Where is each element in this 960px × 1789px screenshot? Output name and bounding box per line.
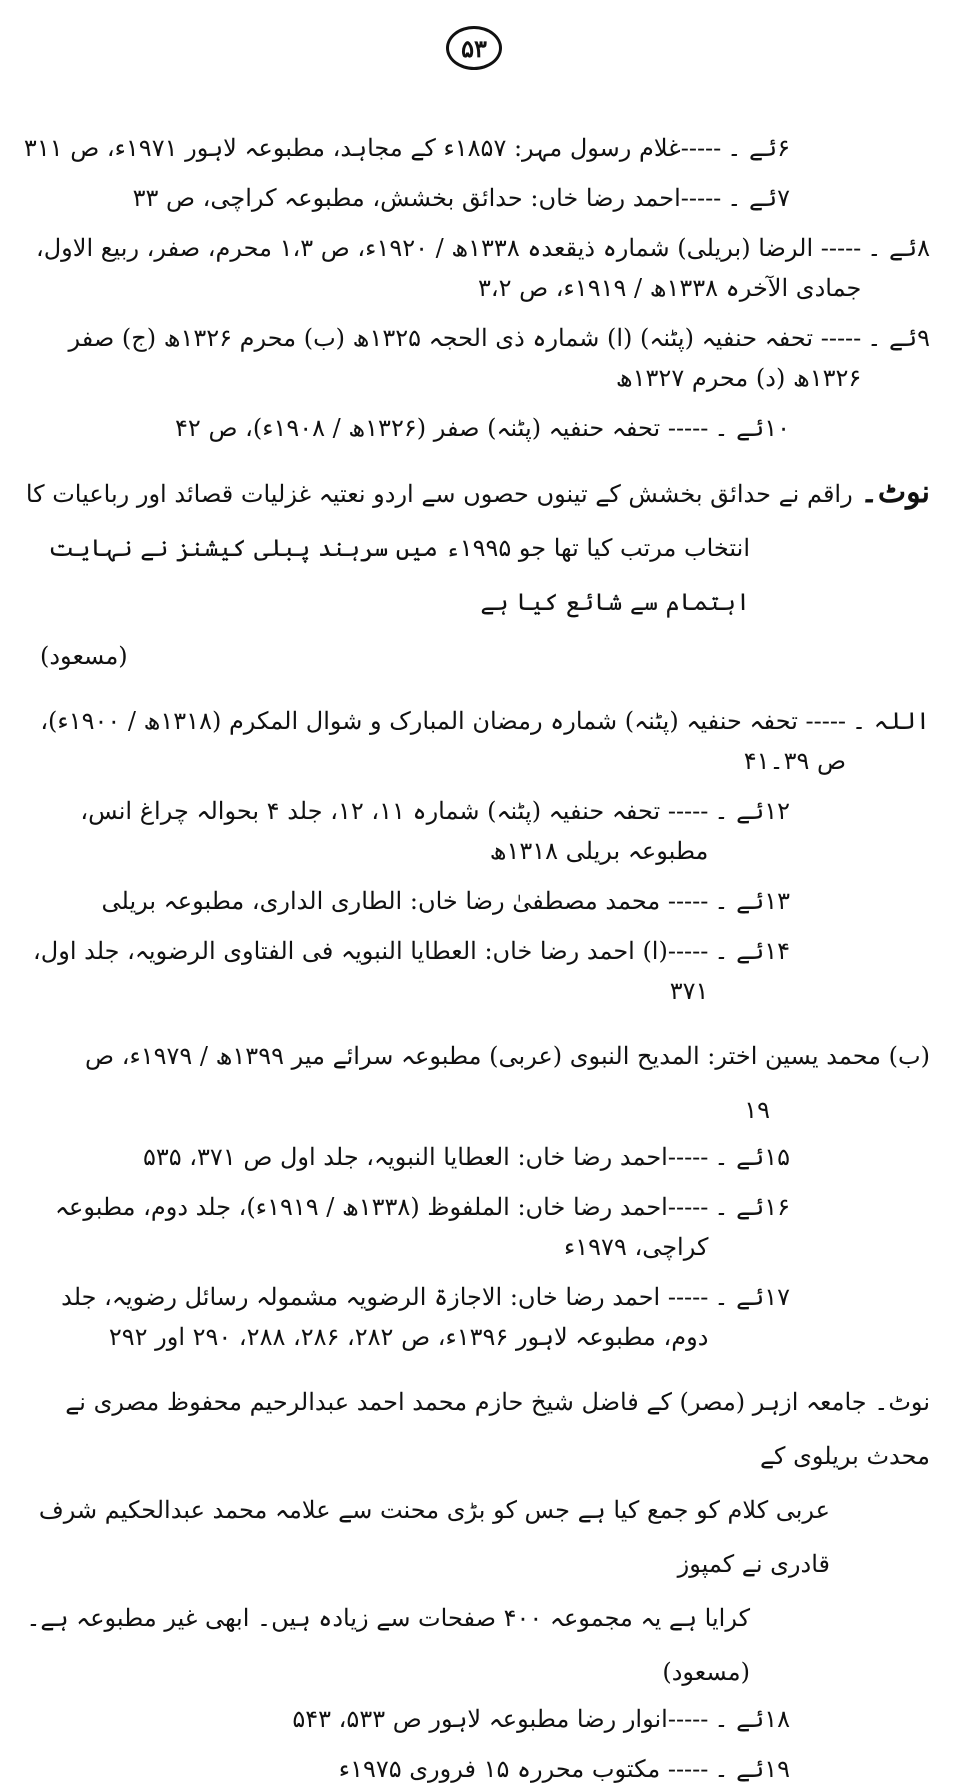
footnote-text: ----- تحفہ حنفیہ (پٹنہ) شمارہ ۱۱، ۱۲، جلد ۴ بحوالہ چراغ انس، مطبوعہ بریلی ۱۳۱۸ھ [80,797,709,865]
footnote-number: ۱۲ئے ۔ [714,797,790,825]
footnotes-block-b [20,701,930,1011]
footnote-text: ----- احمد رضا خاں: الاجازۃ الرضویہ مشمولہ رسائل رضویہ، جلد دوم، مطبوعہ لاہور ۱۳۹۶ء، ص ۲۸۲، ۲۸۶، ۲۸۸، ۲۹۰ اور ۲۹۲ [61,1283,709,1351]
note-1-line-2: انتخاب مرتب کیا تھا جو ۱۹۹۵ء میں سرہند پبلی کیشنز نے نہایت اہتمام سے شائع کیا ہے [48,534,750,616]
note-2-line-1: نوٹ۔ جامعہ ازہر (مصر) کے فاضل شیخ حازم محمد احمد عبدالرحیم محفوظ مصری نے محدث بریلوی کے [65,1388,930,1470]
footnote-text: ----- تحفہ حنفیہ (پٹنہ) (ا) شمارہ ذی الحجہ ۱۳۲۵ھ (ب) محرم ۱۳۲۶ھ (ج) صفر ۱۳۲۶ھ (د) محرم ۱۳۲۷ھ [68,324,862,392]
footnote-16 [20,1187,930,1267]
sub-entry-line-1: (ب) محمد یسین اختر: المدیح النبوی (عربی) مطبوعہ سرائے میر ۱۳۹۹ھ / ۱۹۷۹ء، ص [85,1042,930,1070]
sub-entry-line-2: ۱۹ [744,1096,770,1124]
note-2 [20,1375,930,1699]
footnote-number: ۱۴ئے ۔ [714,937,790,965]
footnote-number: ۱۶ئے ۔ [714,1193,790,1221]
footnote-text: ----- مکتوب محررہ ۱۵ فروری ۱۹۷۵ء [338,1755,709,1783]
footnote-number: ۱۰ئے ۔ [714,414,790,442]
footnote-text: ----- تحفہ حنفیہ (پٹنہ) شمارہ رمضان المبارک و شوال المکرم (۱۳۱۸ھ / ۱۹۰۰ء)، ص ۳۹۔۴۱ [40,707,847,775]
note-1-line-1 [20,466,930,521]
note-2-line-3: کرایا ہے یہ مجموعہ ۴۰۰ صفحات سے زیادہ ہیں۔ ابھی غیر مطبوعہ ہے۔ (مسعود) [26,1604,750,1686]
footnote-13 [20,881,930,921]
footnote-18 [20,1699,930,1739]
footnote-text: -----احمد رضا خاں: حدائق بخشش، مطبوعہ کراچی، ص ۳۳ [132,184,722,212]
footnote-17 [20,1277,930,1357]
footnote-text: -----احمد رضا خاں: العطایا النبویہ، جلد اول ص ۳۷۱، ۵۳۵ [142,1143,709,1171]
footnote-text: -----احمد رضا خاں: الملفوظ (۱۳۳۸ھ / ۱۹۱۹ء)، جلد دوم، مطبوعہ کراچی، ۱۹۷۹ء [54,1193,709,1261]
footnote-10 [20,408,930,448]
footnote-number: ۱۵ئے ۔ [714,1143,790,1171]
footnotes-block-c [20,1137,930,1357]
sub-entry-b [20,1029,930,1137]
footnote-number: اللہ ۔ [852,707,930,735]
footnote-number: ۱۳ئے ۔ [714,887,790,915]
footnote-7 [20,178,930,218]
footnote-number: ۷ئے ۔ [727,184,790,212]
footnote-text: ----- تحفہ حنفیہ (پٹنہ) صفر (۱۳۲۶ھ / ۱۹۰۸ء)، ص ۴۲ [175,414,709,442]
note-text: راقم نے حدائق بخشش کے تینوں حصوں سے اردو نعتیہ غزلیات قصائد اور رباعیات کا [25,480,853,508]
note-1 [20,466,930,683]
page-body [20,128,930,1783]
footnote-number: ۱۸ئے ۔ [714,1705,790,1733]
page-number-badge: ۵۳ [446,26,502,70]
footnote-text: ----- محمد مصطفیٰ رضا خاں: الطاری الداری، مطبوعہ بریلی [101,887,709,915]
footnotes-block-d [20,1699,930,1789]
note-label: نوٹ۔ [860,475,930,510]
footnote-number: ۹ئے ۔ [867,324,930,352]
footnote-text: ----- الرضا (بریلی) شمارہ ذیقعدہ ۱۳۳۸ھ / ۱۹۲۰ء، ص ۱،۳ محرم، صفر، ربیع الاول، جمادی الآخرہ ۱۳۳۸ھ / ۱۹۱۹ء، ص ۳،۲ [35,234,862,302]
footnote-text: -----غلام رسول مہر: ۱۸۵۷ء کے مجاہد، مطبوعہ لاہور ۱۹۷۱ء، ص ۳۱۱ [23,134,722,162]
footnote-number: ۸ئے ۔ [867,234,930,262]
footnote-11 [20,701,930,781]
footnote-8 [20,228,930,308]
footnote-19 [20,1749,930,1789]
footnote-9 [20,318,930,398]
footnote-12 [20,791,930,871]
footnote-6 [20,128,930,168]
footnote-text: -----انوار رضا مطبوعہ لاہور ص ۵۳۳، ۵۴۳ [292,1705,709,1733]
note-1-signature: (مسعود) [40,642,128,670]
footnote-number: ۶ئے ۔ [727,134,790,162]
footnote-number: ۱۷ئے ۔ [714,1283,790,1311]
footnote-14 [20,931,930,1011]
footnotes-block-a [20,128,930,448]
note-2-line-2: عربی کلام کو جمع کیا ہے جس کو بڑی محنت سے علامہ محمد عبدالحکیم شرف قادری نے کمپوز [38,1496,830,1578]
footnote-text: -----(ا) احمد رضا خاں: العطایا النبویہ فی الفتاوی الرضویہ، جلد اول، ۳۷۱ [33,937,709,1005]
footnote-number: ۱۹ئے ۔ [714,1755,790,1783]
footnote-15 [20,1137,930,1177]
